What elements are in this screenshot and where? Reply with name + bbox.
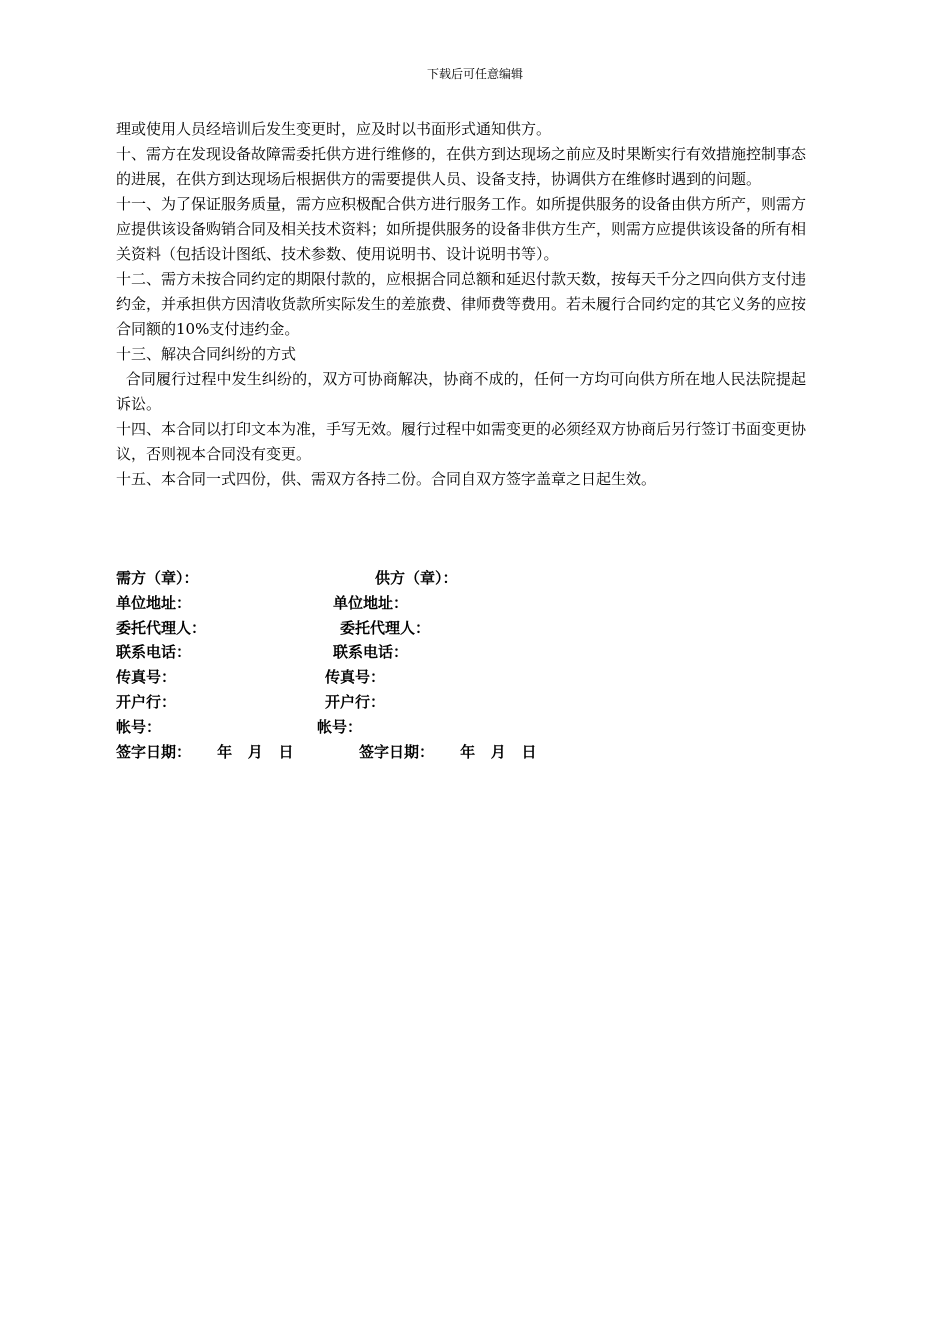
buyer-address-label: 单位地址： (116, 593, 192, 612)
buyer-bank-label: 开户行： (116, 692, 177, 711)
clause-14: 十四、本合同以打印文本为准，手写无效。履行过程中如需变更的必须经双方协商后另行签订书面变更协议，否则视本合同没有变更。 (116, 420, 807, 463)
paragraph-continuation: 理或使用人员经培训后发生变更时，应及时以书面形式通知供方。 (116, 120, 552, 138)
header-note: 下载后可任意编辑 (426, 67, 523, 81)
buyer-sign-date-label: 签字日期： 年 月 日 (116, 742, 294, 761)
buyer-phone-label: 联系电话： (116, 643, 192, 662)
signature-row-seal (116, 566, 716, 591)
signature-row-agent (116, 616, 716, 641)
clause-10: 十、需方在发现设备故障需委托供方进行维修的，在供方到达现场之前应及时果断实行有效措施控制事态的进展，在供方到达现场后根据供方的需要提供人员、设备支持，协调供方在维修时遇到的问题。 (116, 145, 807, 188)
clause-12: 十二、需方未按合同约定的期限付款的，应根据合同总额和延迟付款天数，按每天千分之四向供方支付违约金，并承担供方因清收货款所实际发生的差旅费、律师费等费用。若未履行合同约定的其它义务的应按合同额的10%支付违约金。 (116, 270, 807, 338)
buyer-fax-label: 传真号： (116, 668, 177, 687)
supplier-address-label: 单位地址： (333, 593, 409, 612)
buyer-agent-label: 委托代理人： (116, 618, 207, 637)
signature-row-fax (116, 665, 716, 690)
supplier-sign-date-label: 签字日期： 年 月 日 (359, 742, 537, 761)
supplier-bank-label: 开户行： (325, 692, 386, 711)
clause-13-body: 合同履行过程中发生纠纷的，双方可协商解决，协商不成的，任何一方均可向供方所在地人民法院提起诉讼。 (116, 370, 806, 413)
signature-row-account (116, 715, 716, 740)
supplier-fax-label: 传真号： (325, 668, 386, 687)
clause-13-heading: 十三、解决合同纠纷的方式 (116, 345, 297, 363)
signature-row-address (116, 591, 716, 616)
buyer-account-label: 帐号： (116, 717, 162, 736)
clause-11: 十一、为了保证服务质量，需方应积极配合供方进行服务工作。如所提供服务的设备由供方所产，则需方应提供该设备购销合同及相关技术资料；如所提供服务的设备非供方生产，则需方应提供该设备的所有相关资料（包括设计图纸、技术参数、使用说明书、设计说明书等）。 (116, 195, 807, 263)
signature-row-bank (116, 690, 716, 715)
supplier-account-label: 帐号： (317, 717, 363, 736)
signature-block (116, 566, 716, 764)
clause-15: 十五、本合同一式四份，供、需双方各持二份。合同自双方签字盖章之日起生效。 (116, 470, 657, 488)
signature-row-phone (116, 640, 716, 665)
buyer-seal-label: 需方（章）： (116, 569, 199, 587)
supplier-phone-label: 联系电话： (333, 643, 409, 662)
signature-row-date (116, 740, 716, 765)
contract-body (116, 117, 806, 492)
supplier-agent-label: 委托代理人： (340, 618, 431, 637)
supplier-seal-label: 供方（章）： (375, 569, 458, 587)
